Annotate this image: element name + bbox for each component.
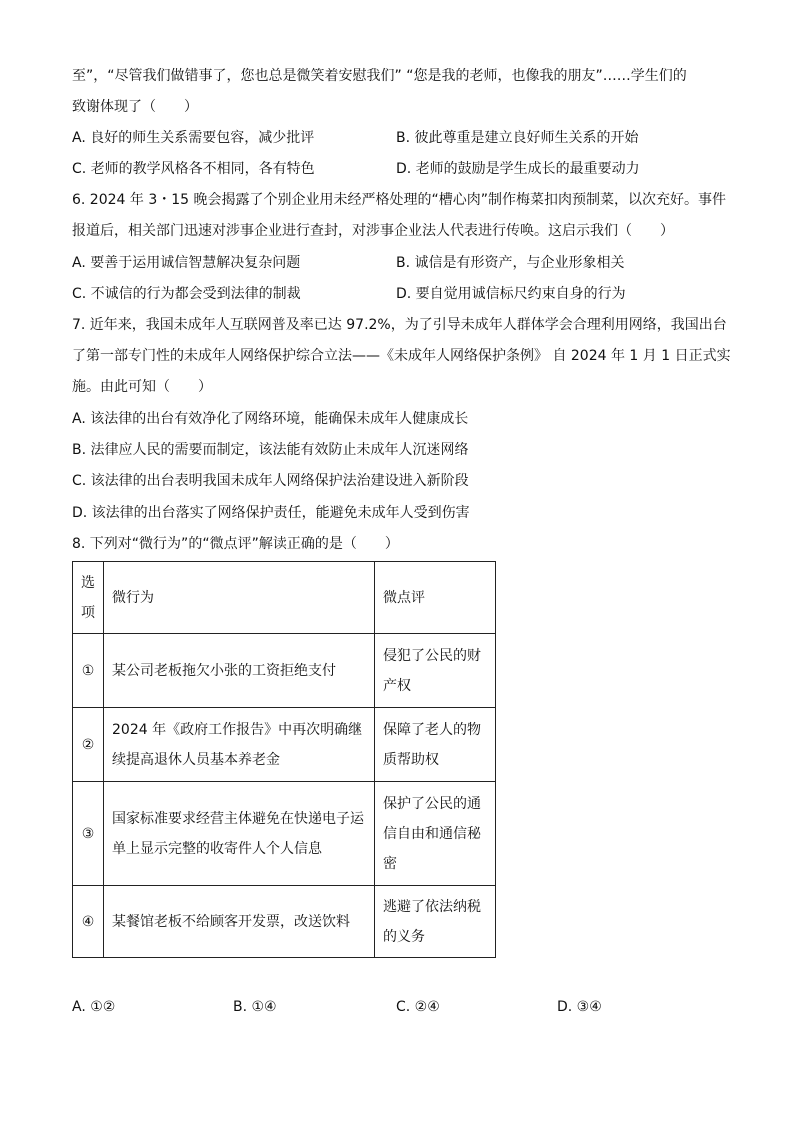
table-header-row [73,562,496,634]
row-action-line: 某餐馆老板不给顾客开发票，改送饮料 [112,913,350,930]
q6-option-c[interactable]: C. 不诚信的行为都会受到法律的制裁 [72,286,301,302]
row-action-line: 国家标准要求经营主体避免在快递电子运 [112,810,364,827]
q5-option-d[interactable]: D. 老师的鼓励是学生成长的最重要动力 [396,161,640,177]
row-action-line: 2024 年《政府工作报告》中再次明确继 [112,721,363,738]
q7-stem-line-1: 7. 近年来，我国未成年人互联网普及率已达 97.2%，为了引导未成年人群体学会合理利用网络，我国出台 [72,317,727,333]
row-action [104,886,375,958]
table-row [73,782,496,886]
q5-option-a[interactable]: A. 良好的师生关系需要包容，减少批评 [72,130,315,146]
q7-option-a[interactable]: A. 该法律的出台有效净化了网络环境，能确保未成年人健康成长 [72,411,469,427]
q6-option-b[interactable]: B. 诚信是有形资产，与企业形象相关 [396,255,625,271]
row-number: ③ [73,782,104,886]
q7-stem-line-2: 了第一部专门性的未成年人网络保护综合立法——《未成年人网络保护条例》 自 2024 年 1 月 1 日正式实 [72,348,731,364]
row-comment-line: 信自由和通信秘 [383,825,481,842]
row-comment [375,886,496,958]
row-number: ① [73,634,104,708]
header-option-char-2: 项 [81,604,95,621]
row-number: ④ [73,886,104,958]
row-comment-line: 产权 [383,677,411,694]
row-comment [375,782,496,886]
q6-option-d[interactable]: D. 要自觉用诚信标尺约束自身的行为 [396,286,626,302]
q8-option-d[interactable]: D. ③④ [557,999,602,1015]
row-comment-line: 保护了公民的通 [383,795,481,812]
row-comment-line: 密 [383,855,397,872]
row-comment-line: 保障了老人的物 [383,721,481,738]
row-comment [375,634,496,708]
q8-option-a[interactable]: A. ①② [72,999,116,1015]
q7-stem-line-3: 施。由此可知（ ） [72,379,212,395]
table-row [73,634,496,708]
row-action-line: 某公司老板拖欠小张的工资拒绝支付 [112,662,336,679]
row-comment-line: 的义务 [383,928,425,945]
row-action [104,634,375,708]
q7-option-c[interactable]: C. 该法律的出台表明我国未成年人网络保护法治建设进入新阶段 [72,473,469,489]
row-action [104,782,375,886]
q7-option-b[interactable]: B. 法律应人民的需要而制定，该法能有效防止未成年人沉迷网络 [72,442,469,458]
q8-option-b[interactable]: B. ①④ [233,999,277,1015]
row-comment-line: 逃避了依法纳税 [383,898,481,915]
row-comment-line: 质帮助权 [383,751,439,768]
row-comment [375,708,496,782]
q8-table [72,561,496,958]
header-option-char-1: 选 [81,574,95,591]
table-row [73,886,496,958]
q5-stem-line-2: 致谢体现了（ ） [72,99,198,115]
header-comment-cell: 微点评 [375,562,496,634]
row-action-line: 续提高退休人员基本养老金 [112,751,280,768]
row-comment-line: 侵犯了公民的财 [383,647,481,664]
q8-option-c[interactable]: C. ②④ [396,999,440,1015]
q8-stem: 8. 下列对“微行为”的“微点评”解读正确的是（ ） [72,536,399,552]
header-option-cell [73,562,104,634]
row-number: ② [73,708,104,782]
row-action [104,708,375,782]
row-action-line: 单上显示完整的收寄件人个人信息 [112,840,322,857]
q5-option-b[interactable]: B. 彼此尊重是建立良好师生关系的开始 [396,130,639,146]
q7-option-d[interactable]: D. 该法律的出台落实了网络保护责任，能避免未成年人受到伤害 [72,505,470,521]
table-row [73,708,496,782]
q6-option-a[interactable]: A. 要善于运用诚信智慧解决复杂问题 [72,255,301,271]
q6-stem-line-2: 报道后，相关部门迅速对涉事企业进行查封，对涉事企业法人代表进行传唤。这启示我们（ ） [72,223,674,239]
q6-stem-line-1: 6. 2024 年 3・15 晚会揭露了个别企业用未经严格处理的“槽心肉”制作梅菜扣肉预制菜，以次充好。事件 [72,192,727,208]
q5-stem-line-1: 至”，“尽管我们做错事了，您也总是微笑着安慰我们” “您是我的老师，也像我的朋友”……学生们的 [72,68,687,84]
q5-option-c[interactable]: C. 老师的教学风格各不相同，各有特色 [72,161,315,177]
header-action-cell: 微行为 [104,562,375,634]
